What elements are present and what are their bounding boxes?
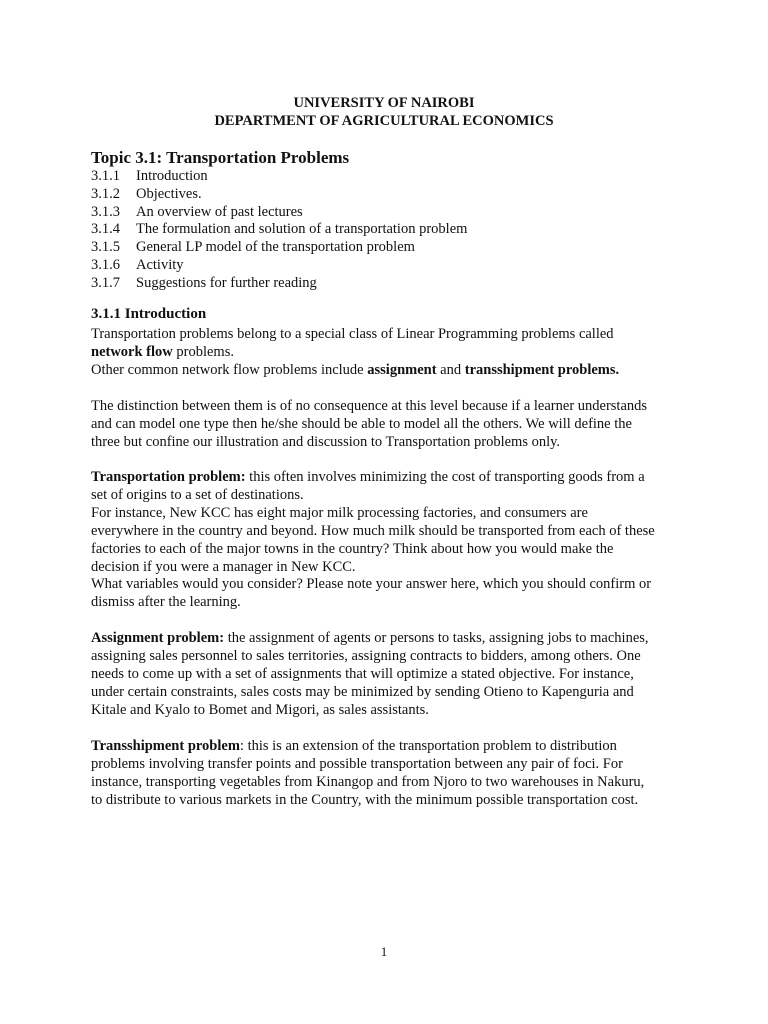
text-line (91, 738, 681, 756)
transshipment-paragraph (91, 738, 681, 810)
toc-item (91, 275, 467, 293)
text-line: everywhere in the country and beyond. How much milk should be transported from each of these (91, 522, 655, 539)
term-transshipment: Transshipment problem (91, 738, 240, 754)
intro-paragraph-2 (91, 398, 681, 452)
toc-label: An overview of past lectures (136, 203, 303, 220)
text-line: Transportation problems belong to a special class of Linear Programming problems called (91, 326, 614, 342)
text-line (91, 469, 681, 487)
term-assignment: Assignment problem: (91, 630, 225, 646)
toc-number: 3.1.2 (91, 185, 120, 202)
text-line (91, 362, 681, 380)
transportation-paragraph (91, 469, 681, 612)
term-transportation: Transportation problem: (91, 469, 246, 485)
toc-label: Activity (136, 256, 184, 273)
toc-label: Introduction (136, 168, 208, 184)
bold-term: assignment (367, 361, 437, 378)
table-of-contents (91, 168, 467, 293)
text-line: Kitale and Kyalo to Bomet and Migori, as sales assistants. (91, 701, 429, 718)
toc-item (91, 204, 467, 222)
text-line (91, 344, 681, 362)
toc-number: 3.1.7 (91, 274, 120, 291)
toc-label: The formulation and solution of a transportation problem (136, 221, 468, 238)
text-span: : this is an extension of the transportation problem to distribution (239, 738, 617, 754)
toc-label: General LP model of the transportation problem (136, 239, 415, 256)
text-line: three but confine our illustration and discussion to Transportation problems only. (91, 433, 561, 450)
text-line: factories to each of the major towns in the country? Think about how you would make the (91, 540, 614, 557)
text-span: Other common network flow problems include (91, 361, 368, 378)
toc-item (91, 168, 467, 186)
intro-paragraph-1 (91, 326, 681, 380)
text-span: the assignment of agents or persons to tasks, assigning jobs to machines, (224, 630, 649, 646)
text-line: and can model one type then he/she should be able to model all the others. We will define the (91, 415, 632, 432)
text-span: and (436, 361, 465, 378)
text-line: assigning sales personnel to sales territories, assigning contracts to bidders, among others. One (91, 647, 641, 664)
toc-number: 3.1.6 (91, 256, 120, 273)
toc-item (91, 221, 467, 239)
text-line: dismiss after the learning. (91, 594, 241, 611)
text-line: to distribute to various markets in the Country, with the minimum possible transportation cost. (91, 791, 639, 808)
text-line: needs to come up with a set of assignments that will optimize a stated objective. For instance, (91, 665, 634, 682)
toc-label: Suggestions for further reading (136, 274, 317, 291)
toc-number: 3.1.5 (91, 239, 120, 256)
section-heading-introduction: 3.1.1 Introduction (91, 306, 207, 322)
department-name: DEPARTMENT OF AGRICULTURAL ECONOMICS (214, 113, 554, 129)
document-header (0, 94, 768, 130)
text-line: under certain constraints, sales costs may be minimized by sending Otieno to Kapenguria and (91, 683, 634, 700)
toc-item (91, 239, 467, 257)
toc-item (91, 186, 467, 204)
university-name: UNIVERSITY OF NAIROBI (293, 95, 475, 111)
text-span: problems. (172, 343, 234, 360)
text-line: instance, transporting vegetables from Kinangop and from Njoro to two warehouses in Nakuru, (91, 773, 645, 790)
text-line: problems involving transfer points and possible transportation between any pair of foci. For (91, 755, 623, 772)
bold-term: transshipment problems. (464, 361, 620, 378)
assignment-paragraph (91, 630, 681, 720)
bold-term: network flow (91, 343, 173, 360)
text-line: set of origins to a set of destinations. (91, 486, 304, 503)
page-number: 1 (380, 944, 388, 959)
toc-number: 3.1.3 (91, 203, 120, 220)
text-line: decision if you were a manager in New KCC. (91, 558, 356, 575)
toc-number: 3.1.4 (91, 221, 120, 238)
text-span: this often involves minimizing the cost of transporting goods from a (245, 469, 645, 485)
text-line: What variables would you consider? Please note your answer here, which you should confirm or (91, 576, 652, 593)
text-line (91, 630, 681, 648)
text-line: The distinction between them is of no consequence at this level because if a learner understands (91, 398, 648, 414)
toc-item (91, 257, 467, 275)
toc-label: Objectives. (136, 185, 202, 202)
topic-title: Topic 3.1: Transportation Problems (91, 148, 350, 167)
text-line: For instance, New KCC has eight major milk processing factories, and consumers are (91, 504, 588, 521)
toc-number: 3.1.1 (91, 168, 120, 184)
